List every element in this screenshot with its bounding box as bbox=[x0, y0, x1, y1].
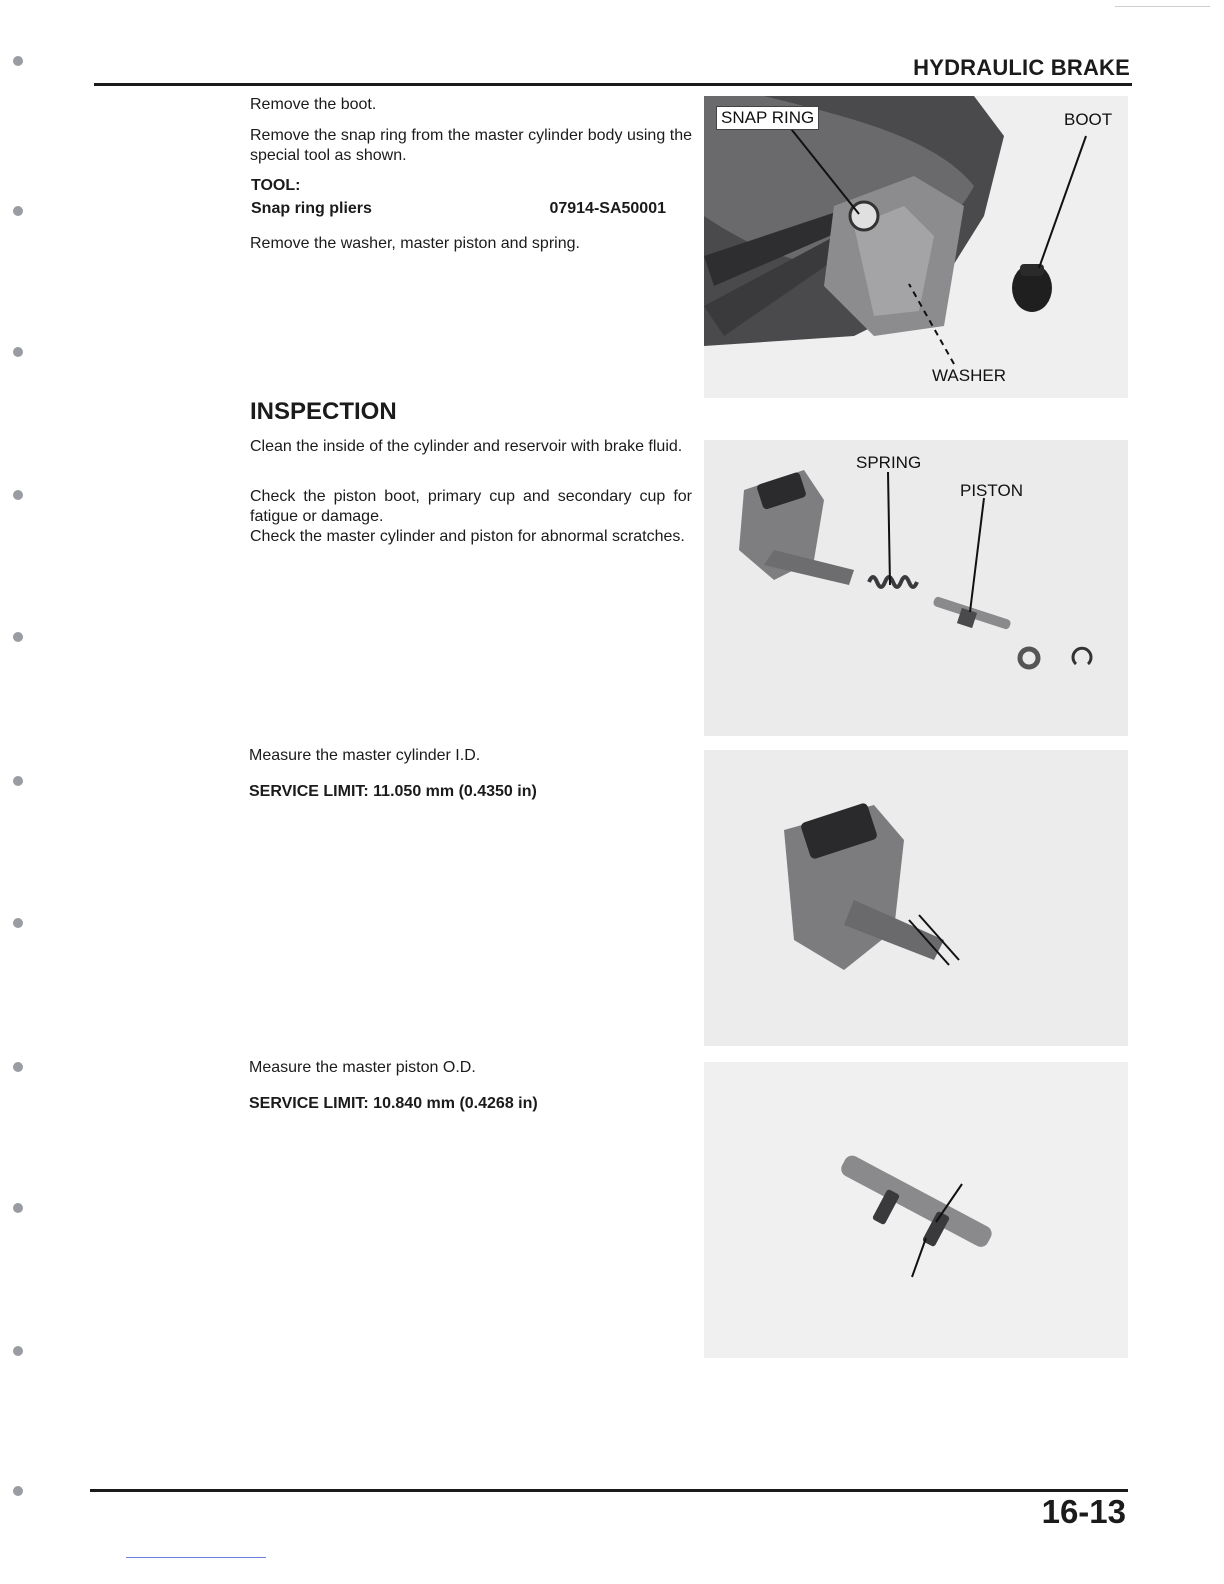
binder-hole bbox=[13, 490, 23, 500]
tool-row bbox=[251, 200, 666, 218]
instruction-remove-boot: Remove the boot. bbox=[250, 96, 377, 113]
tool-number: 07914-SA50001 bbox=[549, 200, 666, 217]
inspection-clean-text: Clean the inside of the cylinder and reservoir with brake fluid. bbox=[250, 438, 683, 455]
exploded-parts-photo bbox=[704, 440, 1128, 736]
snap-ring-removal-illustration bbox=[704, 96, 1128, 398]
binder-hole bbox=[13, 347, 23, 357]
instruction-remove-snap-ring: Remove the snap ring from the master cylinder body using the special tool as shown. bbox=[250, 127, 692, 164]
piston-measure-photo bbox=[704, 1062, 1128, 1358]
binder-hole bbox=[13, 1486, 23, 1496]
binder-hole bbox=[13, 1062, 23, 1072]
washer-label: WASHER bbox=[932, 366, 1006, 385]
cylinder-measure-photo bbox=[704, 750, 1128, 1046]
top-faint-line bbox=[1115, 6, 1210, 7]
header-rule bbox=[94, 83, 1132, 86]
blue-underline-mark bbox=[126, 1557, 266, 1558]
binder-hole bbox=[13, 918, 23, 928]
page-number: 16-13 bbox=[1041, 1493, 1126, 1530]
binder-hole bbox=[13, 1346, 23, 1356]
binder-hole bbox=[13, 776, 23, 786]
piston-measure-illustration bbox=[704, 1062, 1128, 1358]
instruction-remove-washer: Remove the washer, master piston and spring. bbox=[250, 235, 580, 252]
exploded-parts-illustration bbox=[704, 440, 1128, 736]
spring-label: SPRING bbox=[856, 453, 922, 472]
cylinder-id-service-limit: SERVICE LIMIT: 11.050 mm (0.4350 in) bbox=[249, 783, 537, 800]
tool-name: Snap ring pliers bbox=[251, 200, 372, 217]
inspection-heading: INSPECTION bbox=[250, 398, 397, 425]
piston-od-instruction: Measure the master piston O.D. bbox=[249, 1059, 476, 1076]
snap-ring-removal-photo bbox=[704, 96, 1128, 398]
boot-label: BOOT bbox=[1064, 110, 1113, 129]
snap-ring-label: SNAP RING bbox=[716, 106, 819, 130]
binder-hole bbox=[13, 206, 23, 216]
footer-rule bbox=[90, 1489, 1128, 1492]
cylinder-id-instruction: Measure the master cylinder I.D. bbox=[249, 747, 481, 764]
inspection-check-scratches-text: Check the master cylinder and piston for abnormal scratches. bbox=[250, 528, 685, 545]
inspection-check-boot-text: Check the piston boot, primary cup and secondary cup for fatigue or damage. bbox=[250, 488, 692, 525]
section-header-title: HYDRAULIC BRAKE bbox=[913, 55, 1130, 80]
binder-hole bbox=[13, 1203, 23, 1213]
binder-hole bbox=[13, 56, 23, 66]
cylinder-measure-illustration bbox=[704, 750, 1128, 1046]
tool-label: TOOL: bbox=[251, 177, 301, 194]
piston-label: PISTON bbox=[960, 481, 1023, 500]
piston-od-service-limit: SERVICE LIMIT: 10.840 mm (0.4268 in) bbox=[249, 1095, 538, 1112]
binder-hole bbox=[13, 632, 23, 642]
